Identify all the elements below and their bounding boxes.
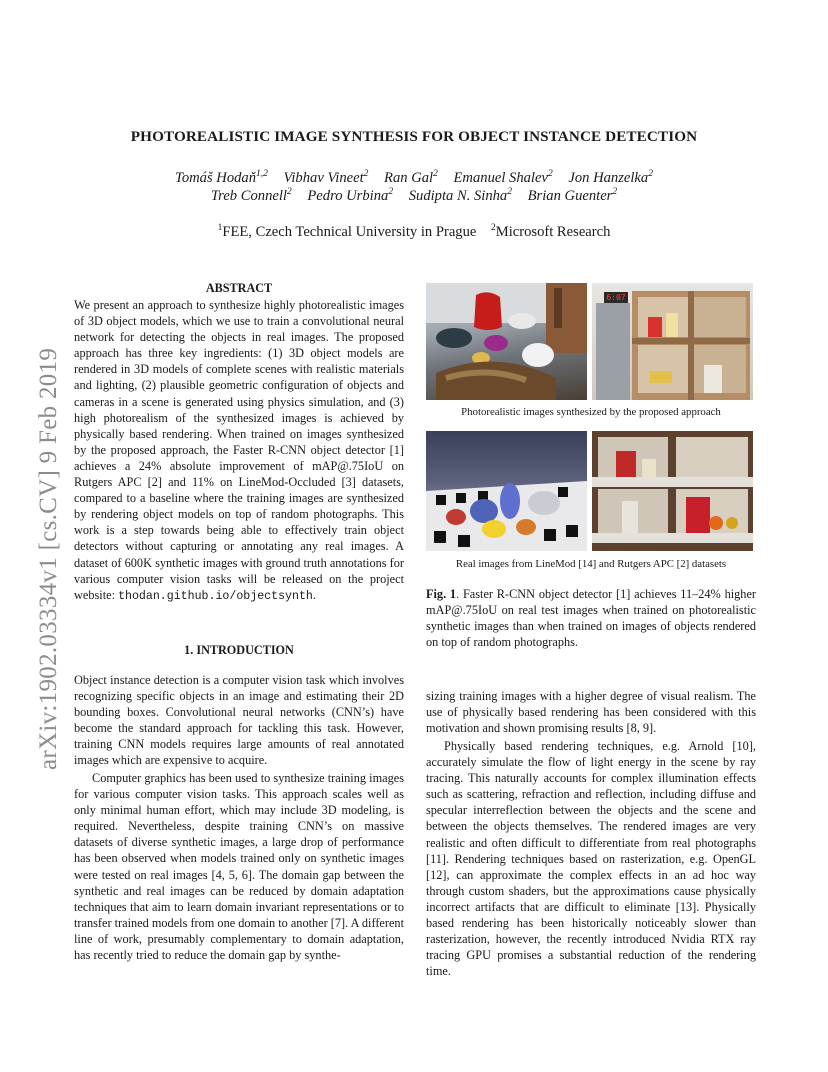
affiliations <box>60 224 768 241</box>
apc-shelf-graphic <box>592 431 753 551</box>
author: Pedro Urbina$^2$ <box>307 187 394 204</box>
abstract-body: We present an approach to synthesize highly photorealistic images of 3D object models, which we use to train a convolutional neural network for detecting the objects in real images. The proposed approach has three key ingredients: (1) 3D object models are rendered in 3D models of complete scenes with realistic materials and lighting, (2) plausible geometric configuration of objects and cameras in a scene is generated using physics simulation, and (3) high photorealism of the synthesized images is achieved by physically based rendering. When trained on images synthesized by the proposed approach, the Faster R-CNN object detector [1] achieves a 24% absolute improvement of mAP@.75IoU on Rutgers APC [2] and 11% on LineMod-Occluded [3] datasets, compared to a baseline where the training images are synthesized by rendering object models on top of random photographs. This work is a step towards being able to effectively train object detectors without capturing or annotating any real images. A dataset of 600K synthetic images with ground truth annotations for various computer vision tasks will be released on the project website: thodan.github.io/objectsynth. <box>74 298 404 603</box>
paper-title: PHOTOREALISTIC IMAGE SYNTHESIS FOR OBJECT INSTANCE DETECTION <box>130 128 698 145</box>
figure-caption-bottom: Real images from LineMod [14] and Rutgers APC [2] datasets <box>455 558 727 570</box>
arxiv-id: arXiv:1902.03334v1 [cs.CV] 9 Feb 2019 <box>35 347 62 770</box>
affiliation: $^1$FEE, Czech Technical University in Prague <box>217 223 477 240</box>
project-url-link[interactable]: thodan.github.io/objectsynth <box>118 589 313 603</box>
intro-paragraph-3: sizing training images with a higher degree of visual realism. The use of physically based rendering has been considered with this motivation and shown promising results [8, 9]. <box>426 689 756 736</box>
figure-caption-top: Photorealistic images synthesized by the proposed approach <box>461 406 721 418</box>
synthetic-shelf-image <box>592 283 753 400</box>
clock-display: 6:07 <box>604 292 628 303</box>
author: Tomáš Hodaň$^{1,2}$ <box>175 169 268 186</box>
author: Treb Connell$^2$ <box>210 187 292 204</box>
author: Emanuel Shalev$^2$ <box>453 169 553 186</box>
affiliation: $^2$Microsoft Research <box>490 223 611 240</box>
figure-1-caption: Fig. 1. Faster R-CNN object detector [1] achieves 11–24% higher mAP@.75IoU on real test images when trained on photorealistic synthetic images than when trained on images of objects rendered on top of random photographs. <box>426 587 756 649</box>
intro-paragraph-4: Physically based rendering techniques, e.g. Arnold [10], accurately simulate the flow of light energy in the scene by ray tracing. This naturally accounts for complex illumination effects such as scattering, refraction and reflection, including diffuse and specular interreflection between the objects and the scene and between the objects themselves. The rendered images are very realistic and often difficult to differentiate from real photographs [11]. Rendering techniques based on rasterization, e.g. OpenGL [12], can approximate the complex effects in an ad hoc way through custom shaders, but the approximations cause physically incorrect artifacts that are difficult to eliminate [13]. Physically based rendering has been historically noticeably slower than rasterization, however, the recently introduced Nvidia RTX ray tracing GPU promises a substantial reduction of the rendering time. <box>426 739 756 979</box>
author: Ran Gal$^2$ <box>384 169 438 186</box>
rutgers-apc-real-image <box>592 431 753 551</box>
linemod-real-image <box>426 431 587 551</box>
intro-paragraph-2: Computer graphics has been used to synthesize training images for various computer vision tasks. This approach scales well as only minimal human effort, which may include 3D modeling, is required. Nevertheless, despite training CNN’s on massive datasets of diverse synthetic images, a large drop of performance has been observed when models trained only on synthetic images were tested on real images [4, 5, 6]. The domain gap between the synthetic and real images can be reduced by domain adaptation techniques that aim to learn domain invariant representations or to transfer trained models from one domain to another [7]. A different line of work, presumably complementary to domain adaptation, has recently tried to reduce the domain gap by synthe- <box>74 771 404 963</box>
intro-paragraph-1: Object instance detection is a computer vision task which involves recognizing specific objects in an image and estimating their 2D bounding boxes. Convolutional neural networks (CNN’s) have become the standard approach for tackling this task. However, training CNN models requires large amounts of real annotated images which are expensive to acquire. <box>74 673 404 768</box>
author: Sudipta N. Sinha$^2$ <box>408 187 512 204</box>
abstract-heading: ABSTRACT <box>205 281 273 295</box>
arxiv-stamp <box>20 300 62 770</box>
introduction-heading: 1. INTRODUCTION <box>184 643 294 657</box>
author-list-line-1 <box>60 170 768 187</box>
author: Jon Hanzelka$^2$ <box>568 169 653 186</box>
linemod-graphic <box>426 431 587 551</box>
author: Vibhav Vineet$^2$ <box>283 169 369 186</box>
synthetic-kitchen-image <box>426 283 587 400</box>
kitchen-objects-graphic <box>426 283 587 400</box>
author-list-line-2 <box>60 188 768 205</box>
figure-label: Fig. 1 <box>426 587 457 601</box>
author: Brian Guenter$^2$ <box>527 187 618 204</box>
